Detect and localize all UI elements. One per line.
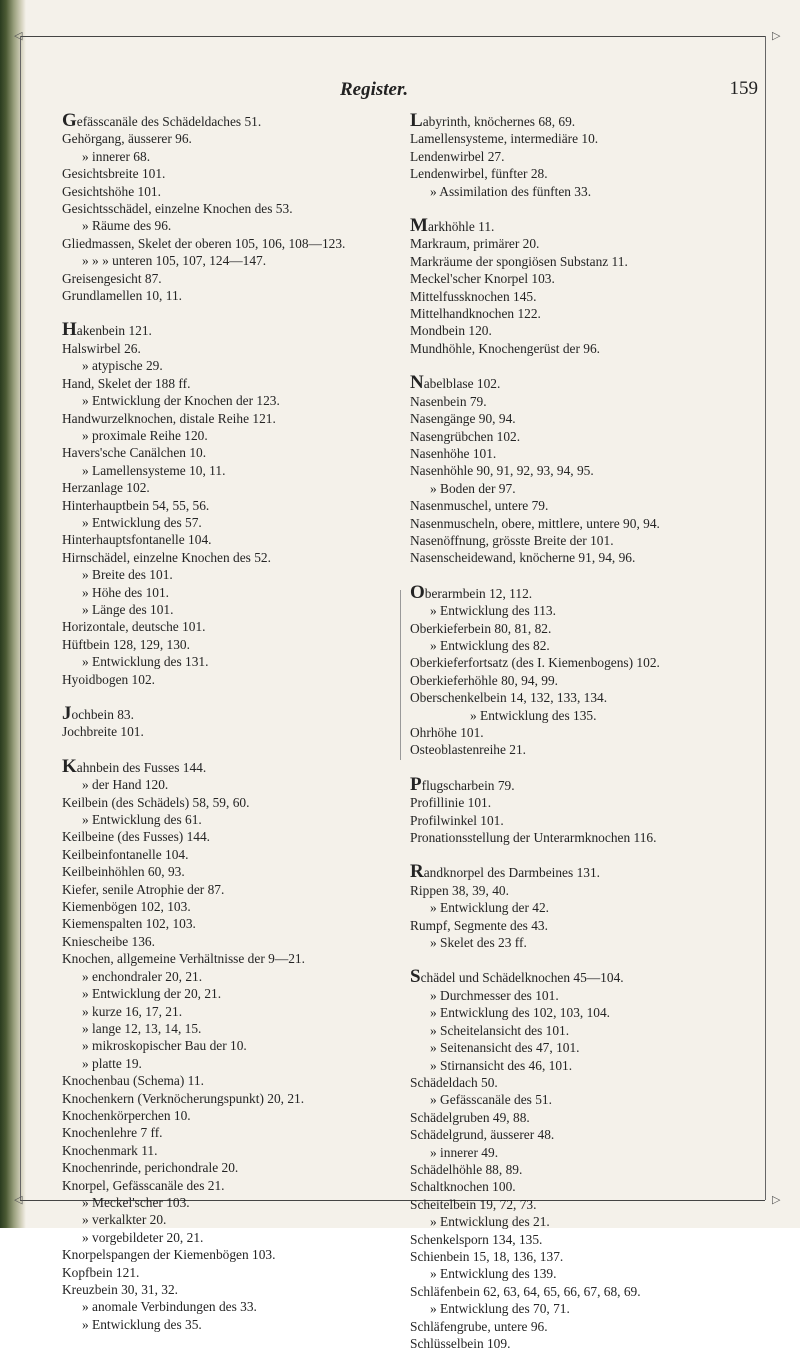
- index-entry: Profillinie 101.: [410, 795, 492, 811]
- index-entry: Schädel und Schädelknochen 45—104.: [410, 966, 624, 988]
- index-entry: Kiefer, senile Atrophie der 87.: [62, 881, 225, 897]
- index-entry: Nasenöffnung, grösste Breite der 101.: [410, 532, 614, 548]
- index-entry: » Breite des 101.: [82, 567, 173, 583]
- index-entry: » Entwicklung der 20, 21.: [82, 986, 222, 1002]
- index-entry: » Entwicklung der Knochen der 123.: [82, 393, 280, 409]
- index-entry: Schädelhöhle 88, 89.: [410, 1161, 523, 1177]
- index-entry: Knorpel, Gefässcanäle des 21.: [62, 1177, 225, 1193]
- index-entry: Gefässcanäle des Schädeldaches 51.: [62, 110, 262, 131]
- index-letter-section: [410, 581, 766, 759]
- index-entry: Markraum, primärer 20.: [410, 236, 540, 252]
- index-entry: » innerer 49.: [430, 1144, 499, 1160]
- index-letter-section: [410, 773, 766, 847]
- index-entry: Rippen 38, 39, 40.: [410, 882, 509, 898]
- index-entry: » mikroskopischer Bau der 10.: [82, 1038, 247, 1054]
- index-entry: Hakenbein 121.: [62, 319, 152, 341]
- index-entry: Horizontale, deutsche 101.: [62, 619, 206, 635]
- index-entry: Gliedmassen, Skelet der oberen 105, 106, 108—123.: [62, 235, 346, 251]
- index-letter-section: [410, 863, 766, 951]
- index-entry: » der Hand 120.: [82, 777, 169, 793]
- index-entry: Schläfengrube, untere 96.: [410, 1318, 548, 1334]
- index-entry: Mondbein 120.: [410, 323, 492, 339]
- index-entry: Profilwinkel 101.: [410, 812, 504, 828]
- index-entry: Knochen, allgemeine Verhältnisse der 9—21.: [62, 951, 305, 967]
- index-entry: » Durchmesser des 101.: [430, 987, 559, 1003]
- index-entry: Gesichtshöhe 101.: [62, 183, 161, 199]
- book-binding-edge: [0, 0, 26, 1228]
- index-entry: » platte 19.: [82, 1055, 142, 1071]
- index-entry: » Seitenansicht des 47, 101.: [430, 1040, 580, 1056]
- index-entry: Hinterhauptsfontanelle 104.: [62, 532, 212, 548]
- index-entry: Nasenmuscheln, obere, mittlere, untere 90, 94.: [410, 515, 660, 531]
- index-entry: Gehörgang, äusserer 96.: [62, 131, 192, 147]
- index-entry: » atypische 29.: [82, 358, 163, 374]
- index-entry: Nasenscheidewand, knöcherne 91, 94, 96.: [410, 550, 636, 566]
- index-entry: » vorgebildeter 20, 21.: [82, 1229, 204, 1245]
- index-entry: » Räume des 96.: [82, 218, 172, 234]
- index-entry: Randknorpel des Darmbeines 131.: [410, 861, 600, 883]
- index-entry: Mittelhandknochen 122.: [410, 306, 541, 322]
- index-letter-section: [62, 755, 392, 1333]
- index-entry: Schenkelsporn 134, 135.: [410, 1231, 543, 1247]
- index-entry: Schlüsselbein 109.: [410, 1336, 511, 1351]
- index-entry: » Länge des 101.: [82, 601, 174, 617]
- index-entry: Herzanlage 102.: [62, 480, 150, 496]
- index-entry: Hüftbein 128, 129, 130.: [62, 636, 190, 652]
- index-entry: Scheitelbein 19, 72, 73.: [410, 1196, 537, 1212]
- index-entry: » Entwicklung des 131.: [82, 654, 209, 670]
- index-entry: Handwurzelknochen, distale Reihe 121.: [62, 410, 276, 426]
- index-entry: Oberschenkelbein 14, 132, 133, 134.: [410, 690, 608, 706]
- crop-mark-bottom-right-icon: ▷: [772, 1193, 781, 1206]
- index-entry: » lange 12, 13, 14, 15.: [82, 1020, 202, 1036]
- index-entry: » Scheitelansicht des 101.: [430, 1022, 570, 1038]
- index-entry: Jochbreite 101.: [62, 724, 144, 740]
- index-entry: Keilbeinfontanelle 104.: [62, 846, 189, 862]
- index-entry: Keilbeine (des Fusses) 144.: [62, 829, 211, 845]
- index-entry: Lendenwirbel, fünfter 28.: [410, 166, 548, 182]
- index-entry: Schläfenbein 62, 63, 64, 65, 66, 67, 68, 69.: [410, 1283, 641, 1299]
- index-entry: Lamellensysteme, intermediäre 10.: [410, 131, 599, 147]
- index-entry: Knochenbau (Schema) 11.: [62, 1073, 204, 1089]
- index-entry: Oberkieferfortsatz (des I. Kiemenbogens) 102.: [410, 655, 660, 671]
- index-entry: Meckel'scher Knorpel 103.: [410, 271, 555, 287]
- index-letter-section: [410, 968, 766, 1352]
- crop-rule-left: [20, 36, 21, 1200]
- index-entry: » Stirnansicht des 46, 101.: [430, 1057, 573, 1073]
- index-entry: Pronationsstellung der Unterarmknochen 116.: [410, 830, 657, 846]
- index-entry: Nasenmuschel, untere 79.: [410, 498, 549, 514]
- index-entry: » Entwicklung des 57.: [82, 514, 202, 530]
- index-entry: » Assimilation des fünften 33.: [430, 183, 592, 199]
- index-entry: Knochenrinde, perichondrale 20.: [62, 1160, 239, 1176]
- index-entry: Lendenwirbel 27.: [410, 148, 505, 164]
- index-entry: Knorpelspangen der Kiemenbögen 103.: [62, 1247, 276, 1263]
- index-entry: Knochenkörperchen 10.: [62, 1107, 191, 1123]
- index-letter-section: [410, 374, 766, 566]
- index-entry: » Entwicklung des 21.: [430, 1214, 550, 1230]
- index-entry: Ohrhöhe 101.: [410, 725, 484, 740]
- index-entry: » kurze 16, 17, 21.: [82, 1003, 183, 1019]
- index-entry: Nabelblase 102.: [410, 372, 501, 394]
- index-entry: Hirnschädel, einzelne Knochen des 52.: [62, 549, 271, 565]
- index-column-left: [62, 112, 392, 1350]
- index-letter-section: [410, 217, 766, 357]
- index-entry: » Entwicklung der 42.: [430, 900, 550, 916]
- index-entry: » enchondraler 20, 21.: [82, 968, 203, 984]
- index-entry: Halswirbel 26.: [62, 340, 141, 356]
- index-entry: » verkalkter 20.: [82, 1212, 167, 1228]
- page-number: 159: [729, 78, 758, 99]
- index-entry: Kahnbein des Fusses 144.: [62, 755, 207, 777]
- index-entry: Hinterhauptbein 54, 55, 56.: [62, 497, 210, 513]
- index-entry: » Skelet des 23 ff.: [430, 935, 527, 951]
- index-column-right: [410, 112, 766, 1369]
- index-entry: » proximale Reihe 120.: [82, 427, 208, 443]
- index-letter-section: [410, 112, 766, 200]
- index-entry: » Entwicklung des 82.: [430, 637, 550, 653]
- index-letter-section: [62, 321, 392, 688]
- index-entry: Gesichtsschädel, einzelne Knochen des 53.: [62, 201, 293, 217]
- index-entry: » Entwicklung des 102, 103, 104.: [430, 1005, 611, 1021]
- index-entry: » Höhe des 101.: [82, 584, 170, 600]
- index-letter-section: [62, 112, 392, 304]
- index-entry: Jochbein 83.: [62, 703, 134, 724]
- index-entry: Nasengänge 90, 94.: [410, 411, 516, 427]
- index-entry: » Entwicklung des 135.: [470, 707, 597, 723]
- index-entry: Hand, Skelet der 188 ff.: [62, 375, 191, 391]
- index-entry: Keilbein (des Schädels) 58, 59, 60.: [62, 794, 250, 810]
- index-entry: Oberkieferhöhle 80, 94, 99.: [410, 672, 558, 688]
- index-entry: Kiemenspalten 102, 103.: [62, 916, 196, 932]
- index-entry: Nasenhöhle 90, 91, 92, 93, 94, 95.: [410, 463, 594, 479]
- index-entry: » Entwicklung des 70, 71.: [430, 1301, 570, 1317]
- index-entry: » Gefässcanäle des 51.: [430, 1092, 552, 1108]
- index-entry: Knochenkern (Verknöcherungspunkt) 20, 21.: [62, 1090, 305, 1106]
- index-entry: Nasengrübchen 102.: [410, 428, 521, 444]
- index-entry: » Entwicklung des 35.: [82, 1316, 202, 1332]
- column-divider: [400, 590, 401, 760]
- index-entry: Osteoblastenreihe 21.: [410, 742, 527, 758]
- index-entry: » Boden der 97.: [430, 480, 516, 496]
- index-entry: Greisengesicht 87.: [62, 270, 162, 286]
- crop-rule-top: [20, 36, 765, 37]
- index-entry: Markhöhle 11.: [410, 215, 495, 237]
- index-entry: Grundlamellen 10, 11.: [62, 288, 182, 304]
- index-entry: Kniescheibe 136.: [62, 933, 155, 949]
- index-entry: Mittelfussknochen 145.: [410, 288, 537, 304]
- index-entry: » Meckel'scher 103.: [82, 1194, 190, 1210]
- index-entry: Schädelgruben 49, 88.: [410, 1109, 530, 1125]
- index-entry: Mundhöhle, Knochengerüst der 96.: [410, 340, 601, 356]
- index-entry: Knochenmark 11.: [62, 1142, 158, 1158]
- index-entry: Hyoidbogen 102.: [62, 671, 155, 687]
- running-head: Register.: [340, 79, 409, 100]
- index-entry: Gesichtsbreite 101.: [62, 166, 166, 182]
- index-entry: » Entwicklung des 113.: [430, 603, 556, 619]
- index-entry: » Entwicklung des 139.: [430, 1266, 557, 1282]
- index-entry: Schaltknochen 100.: [410, 1179, 516, 1195]
- index-entry: Nasenbein 79.: [410, 393, 487, 409]
- crop-mark-top-left-icon: ◁: [14, 29, 23, 42]
- index-entry: Knochenlehre 7 ff.: [62, 1125, 163, 1141]
- index-entry: Schienbein 15, 18, 136, 137.: [410, 1248, 564, 1264]
- crop-mark-top-right-icon: ▷: [772, 29, 781, 42]
- index-entry: » anomale Verbindungen des 33.: [82, 1299, 257, 1315]
- index-entry: Markräume der spongiösen Substanz 11.: [410, 253, 628, 269]
- index-entry: Nasenhöhe 101.: [410, 445, 497, 461]
- index-entry: Schädelgrund, äusserer 48.: [410, 1127, 555, 1143]
- index-entry: Kiemenbögen 102, 103.: [62, 899, 191, 915]
- index-entry: Oberarmbein 12, 112.: [410, 581, 533, 603]
- index-entry: » » » unteren 105, 107, 124—147.: [82, 253, 267, 269]
- index-letter-section: [62, 705, 392, 741]
- index-entry: Havers'sche Canälchen 10.: [62, 445, 207, 461]
- index-entry: Kreuzbein 30, 31, 32.: [62, 1282, 179, 1297]
- index-entry: » innerer 68.: [82, 148, 151, 164]
- index-entry: Rumpf, Segmente des 43.: [410, 917, 548, 933]
- crop-mark-bottom-left-icon: ◁: [14, 1193, 23, 1206]
- index-entry: Pflugscharbein 79.: [410, 773, 515, 795]
- index-entry: » Lamellensysteme 10, 11.: [82, 462, 226, 478]
- index-entry: Schädeldach 50.: [410, 1074, 498, 1090]
- index-entry: Oberkieferbein 80, 81, 82.: [410, 620, 552, 636]
- index-entry: Keilbeinhöhlen 60, 93.: [62, 864, 185, 880]
- index-entry: Labyrinth, knöchernes 68, 69.: [410, 110, 576, 131]
- index-entry: » Entwicklung des 61.: [82, 812, 202, 828]
- index-entry: Kopfbein 121.: [62, 1264, 140, 1280]
